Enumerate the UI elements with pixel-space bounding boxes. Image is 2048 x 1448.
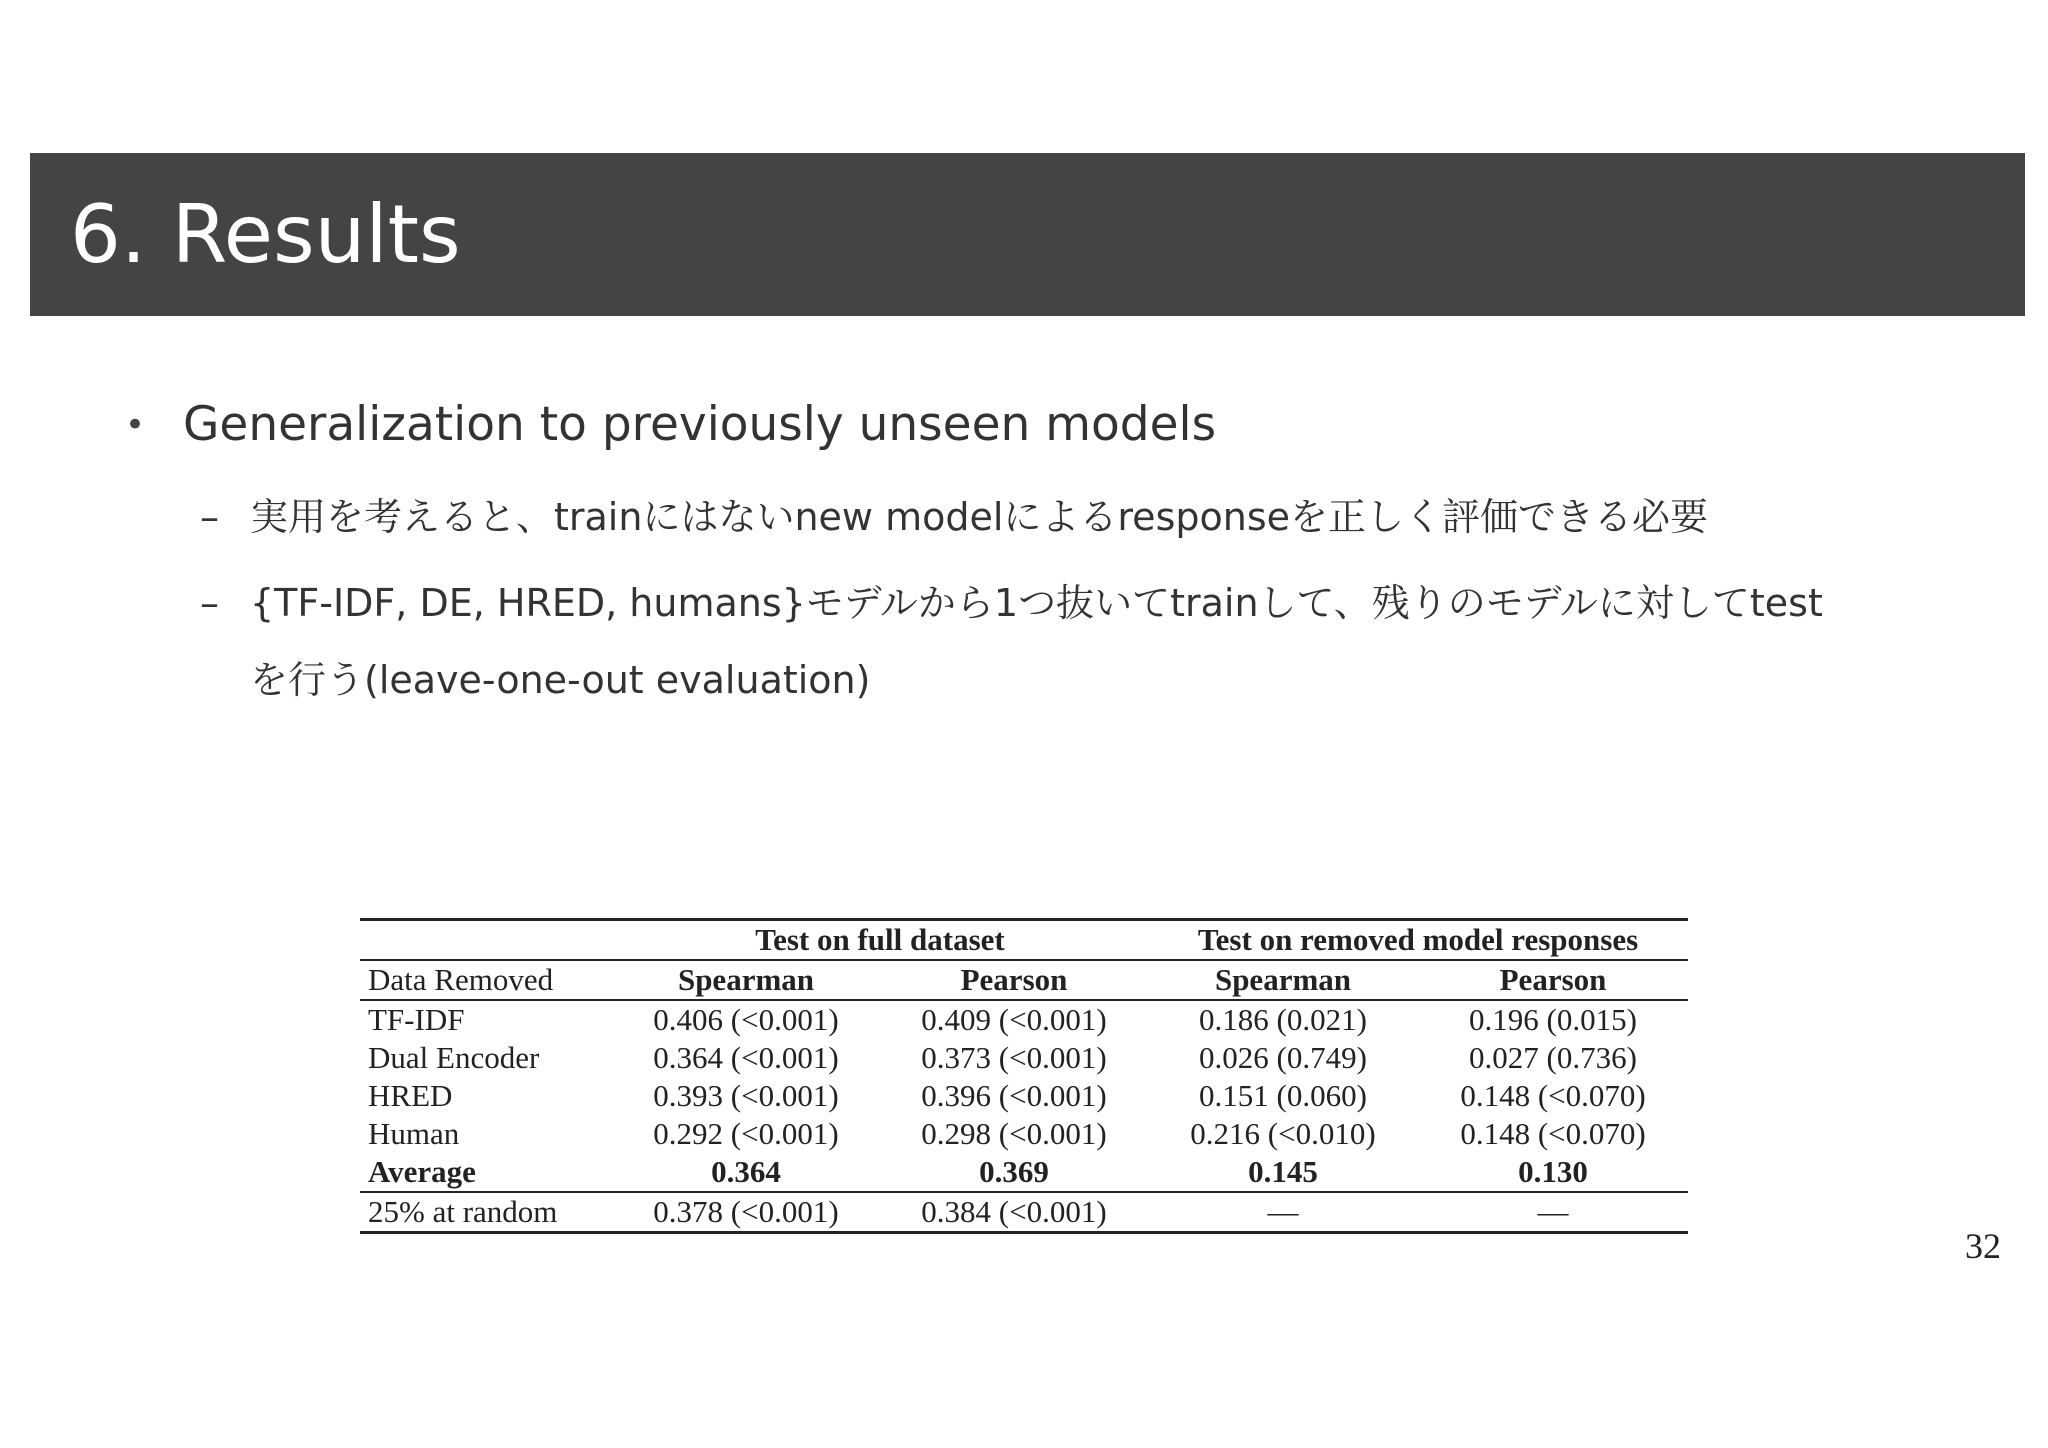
row-label: Human [368, 1116, 460, 1151]
group-header-full-dataset: Test on full dataset [755, 922, 1005, 957]
results-table [360, 918, 1688, 1234]
row-label: Average [368, 1154, 476, 1189]
table-cell: 0.027 (0.736) [1469, 1040, 1637, 1075]
table-cell: 0.378 (<0.001) [653, 1194, 839, 1229]
table-header-row [360, 960, 1688, 1000]
column-header: Data Removed [368, 962, 554, 997]
row-label: Dual Encoder [368, 1040, 540, 1075]
table-cell: 0.406 (<0.001) [653, 1002, 839, 1037]
table-row [360, 1115, 1688, 1153]
column-header: Spearman [1214, 962, 1352, 997]
page-number: 32 [1965, 1226, 2001, 1266]
table-row [360, 1000, 1688, 1039]
table-cell: 0.148 (<0.070) [1460, 1116, 1646, 1151]
table-group-header-row [360, 920, 1688, 961]
row-label: TF-IDF [368, 1002, 465, 1037]
table-cell: 0.364 (<0.001) [653, 1040, 839, 1075]
table-cell: 0.393 (<0.001) [653, 1078, 839, 1113]
table-cell: 0.148 (<0.070) [1460, 1078, 1646, 1113]
table-cell: 0.151 (0.060) [1199, 1078, 1367, 1113]
column-header: Pearson [960, 962, 1068, 997]
table-cell: 0.026 (0.749) [1199, 1040, 1367, 1075]
table-cell: 0.409 (<0.001) [921, 1002, 1107, 1037]
table-cell: 0.145 [1248, 1154, 1318, 1189]
table-cell: 0.130 [1518, 1154, 1588, 1189]
title-bar [30, 153, 2025, 316]
row-label: 25% at random [368, 1194, 558, 1229]
column-header: Pearson [1499, 962, 1607, 997]
table-cell: 0.298 (<0.001) [921, 1116, 1107, 1151]
table-row-average [360, 1153, 1688, 1192]
sub-bullet-text: {TF-IDF, DE, HRED, humans}モデルから1つ抜いてtrainして、残りのモデルに対してtest [250, 581, 1823, 625]
table-cell: — [1267, 1194, 1299, 1229]
column-header: Spearman [677, 962, 815, 997]
table-cell: — [1537, 1194, 1569, 1229]
table-cell: 0.186 (0.021) [1199, 1002, 1367, 1037]
bullet-marker: • [125, 405, 146, 445]
row-label: HRED [368, 1078, 453, 1113]
table-row [360, 1039, 1688, 1077]
sub-bullet-marker: – [200, 495, 219, 539]
table-cell: 0.396 (<0.001) [921, 1078, 1107, 1113]
sub-bullet-marker: – [200, 581, 219, 625]
table-cell: 0.373 (<0.001) [921, 1040, 1107, 1075]
table-row [360, 1077, 1688, 1115]
table-cell: 0.196 (0.015) [1469, 1002, 1637, 1037]
slide-title: 6. Results [70, 188, 461, 281]
table-row-random [360, 1192, 1688, 1233]
table-cell: 0.216 (<0.010) [1190, 1116, 1376, 1151]
bullet-text: Generalization to previously unseen models [183, 397, 1217, 452]
table-cell: 0.369 [979, 1154, 1049, 1189]
table-cell: 0.292 (<0.001) [653, 1116, 839, 1151]
sub-bullet-text: 実用を考えると、trainにはないnew modelによるresponseを正しく評価できる必要 [250, 495, 1708, 539]
sub-bullet-text: を行う(leave-one-out evaluation) [250, 658, 871, 702]
table-cell: 0.364 [711, 1154, 781, 1189]
table-cell: 0.384 (<0.001) [921, 1194, 1107, 1229]
group-header-empty [360, 920, 612, 961]
group-header-removed-model: Test on removed model responses [1197, 922, 1639, 957]
